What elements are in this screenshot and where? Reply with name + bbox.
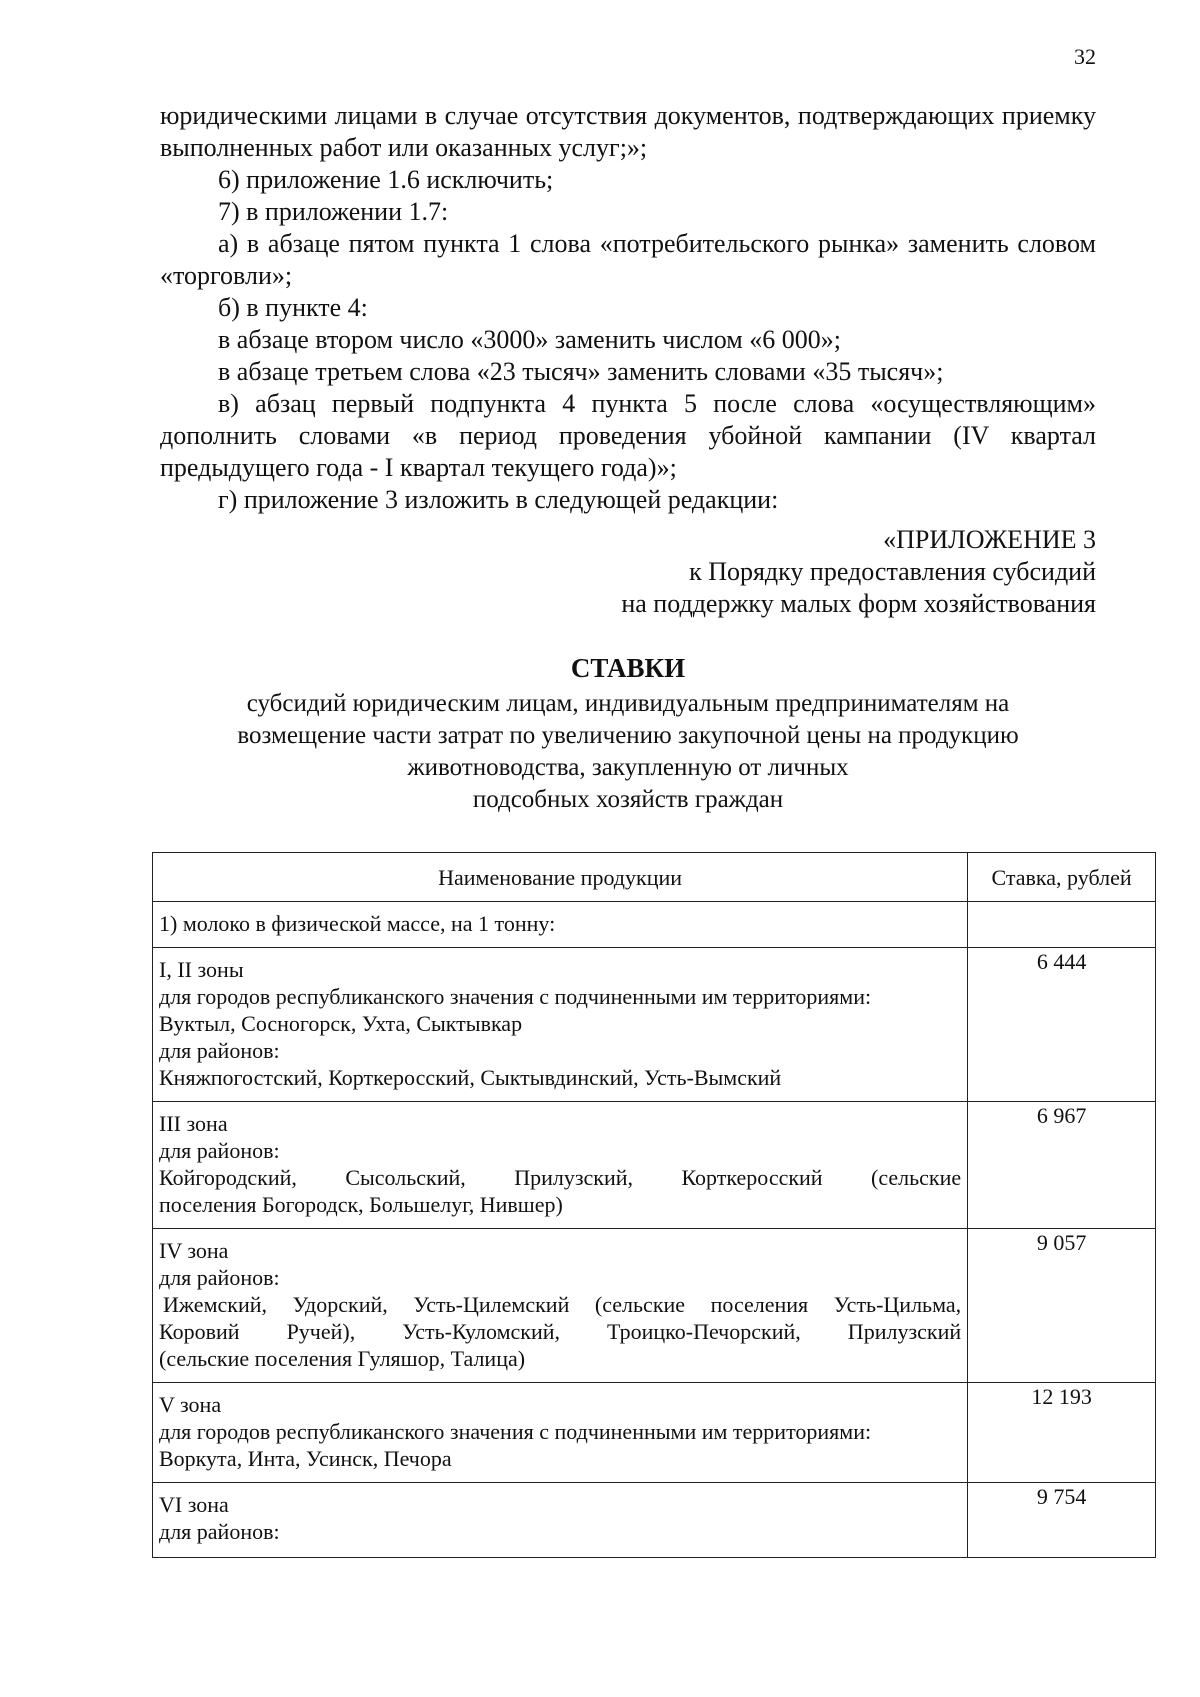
cell-line: для городов республиканского значения с подчиненными им территориями: bbox=[159, 984, 872, 1009]
paragraph: в абзаце третьем слова «23 тысяч» заменить словами «35 тысяч»; bbox=[218, 357, 944, 386]
cell-line: I, II зоны bbox=[159, 957, 244, 982]
subtitle-line: подсобных хозяйств граждан bbox=[472, 786, 784, 813]
cell-line: Ижемский, Удорский, Усть-Цилемский (сельские поселения Усть-Цильма, bbox=[163, 1292, 962, 1317]
paragraph: г) приложение 3 изложить в следующей редакции: bbox=[218, 485, 779, 514]
subtitle-line: возмещение части затрат по увеличению закупочной цены на продукцию bbox=[237, 722, 1019, 749]
document-title: СТАВКИ bbox=[570, 653, 686, 683]
cell-line: Койгородский, Сысольский, Прилузский, Корткеросский (сельские bbox=[159, 1165, 962, 1190]
rate-cell: 12 193 bbox=[968, 1383, 1156, 1483]
cell-line: для районов: bbox=[159, 1038, 280, 1063]
rate-cell: 6 967 bbox=[968, 1102, 1156, 1229]
paragraph: юридическими лицами в случае отсутствия документов, подтверждающих приемку выполненных работ или оказанных услуг;»; bbox=[160, 101, 1096, 162]
cell-line: VI зона bbox=[159, 1492, 229, 1517]
cell-line: 1) молоко в физической массе, на 1 тонну: bbox=[159, 911, 556, 936]
paragraph: в абзаце втором число «3000» заменить числом «6 000»; bbox=[218, 325, 841, 354]
product-cell bbox=[153, 1483, 968, 1558]
header-product: Наименование продукции bbox=[153, 853, 968, 902]
table-row bbox=[153, 1483, 1156, 1558]
cell-line: Вуктыл, Сосногорск, Ухта, Сыктывкар bbox=[159, 1011, 523, 1036]
cell-line: V зона bbox=[159, 1392, 222, 1417]
rate-cell: 9 754 bbox=[968, 1483, 1156, 1558]
cell-line: Воркута, Инта, Усинск, Печора bbox=[159, 1446, 452, 1471]
product-cell bbox=[153, 902, 968, 948]
cell-line: для районов: bbox=[159, 1519, 280, 1544]
cell-line: для районов: bbox=[159, 1265, 280, 1290]
paragraph: в) абзац первый подпункта 4 пункта 5 после слова «осуществляющим» дополнить словами «в период проведения убойной кампании (IV квартал предыдущего года - I квартал текущего года)»; bbox=[160, 389, 1096, 482]
rate-cell bbox=[968, 902, 1156, 948]
appendix-line: к Порядку предоставления субсидий bbox=[689, 557, 1096, 586]
table-row bbox=[153, 902, 1156, 948]
table-row bbox=[153, 948, 1156, 1102]
cell-line: для районов: bbox=[159, 1138, 280, 1163]
paragraph: 7) в приложении 1.7: bbox=[218, 197, 449, 226]
body-text bbox=[160, 100, 1096, 516]
product-cell bbox=[153, 948, 968, 1102]
paragraph: 6) приложение 1.6 исключить; bbox=[218, 165, 554, 194]
rate-cell: 6 444 bbox=[968, 948, 1156, 1102]
appendix-heading bbox=[500, 524, 1096, 620]
paragraph: б) в пункте 4: bbox=[218, 293, 368, 322]
rates-table bbox=[152, 852, 1156, 1558]
cell-line: Княжпогостский, Корткеросский, Сыктывдинский, Усть-Вымский bbox=[159, 1065, 782, 1090]
header-rate: Ставка, рублей bbox=[968, 853, 1156, 902]
appendix-line: «ПРИЛОЖЕНИЕ 3 bbox=[883, 525, 1096, 554]
cell-line: IV зона bbox=[159, 1238, 229, 1263]
document-subtitle bbox=[160, 688, 1096, 816]
cell-line: для городов республиканского значения с подчиненными им территориями: bbox=[159, 1419, 872, 1444]
paragraph: а) в абзаце пятом пункта 1 слова «потребительского рынка» заменить словом «торговли»; bbox=[160, 229, 1096, 290]
cell-line: поселения Богородск, Большелуг, Нившер) bbox=[159, 1192, 563, 1217]
page-number: 32 bbox=[1074, 44, 1096, 69]
table-row bbox=[153, 1383, 1156, 1483]
table-header-row bbox=[153, 853, 1156, 902]
product-cell bbox=[153, 1102, 968, 1229]
cell-line: Коровий Ручей), Усть-Куломский, Троицко-Печорский, Прилузский bbox=[159, 1319, 962, 1344]
table-row bbox=[153, 1229, 1156, 1383]
subtitle-line: животноводства, закупленную от личных bbox=[407, 754, 849, 781]
rate-cell: 9 057 bbox=[968, 1229, 1156, 1383]
product-cell bbox=[153, 1383, 968, 1483]
table-row bbox=[153, 1102, 1156, 1229]
cell-line: (сельские поселения Гуляшор, Талица) bbox=[159, 1346, 526, 1371]
product-cell bbox=[153, 1229, 968, 1383]
subtitle-line: субсидий юридическим лицам, индивидуальным предпринимателям на bbox=[246, 690, 1010, 717]
appendix-line: на поддержку малых форм хозяйствования bbox=[621, 589, 1096, 618]
cell-line: III зона bbox=[159, 1111, 228, 1136]
